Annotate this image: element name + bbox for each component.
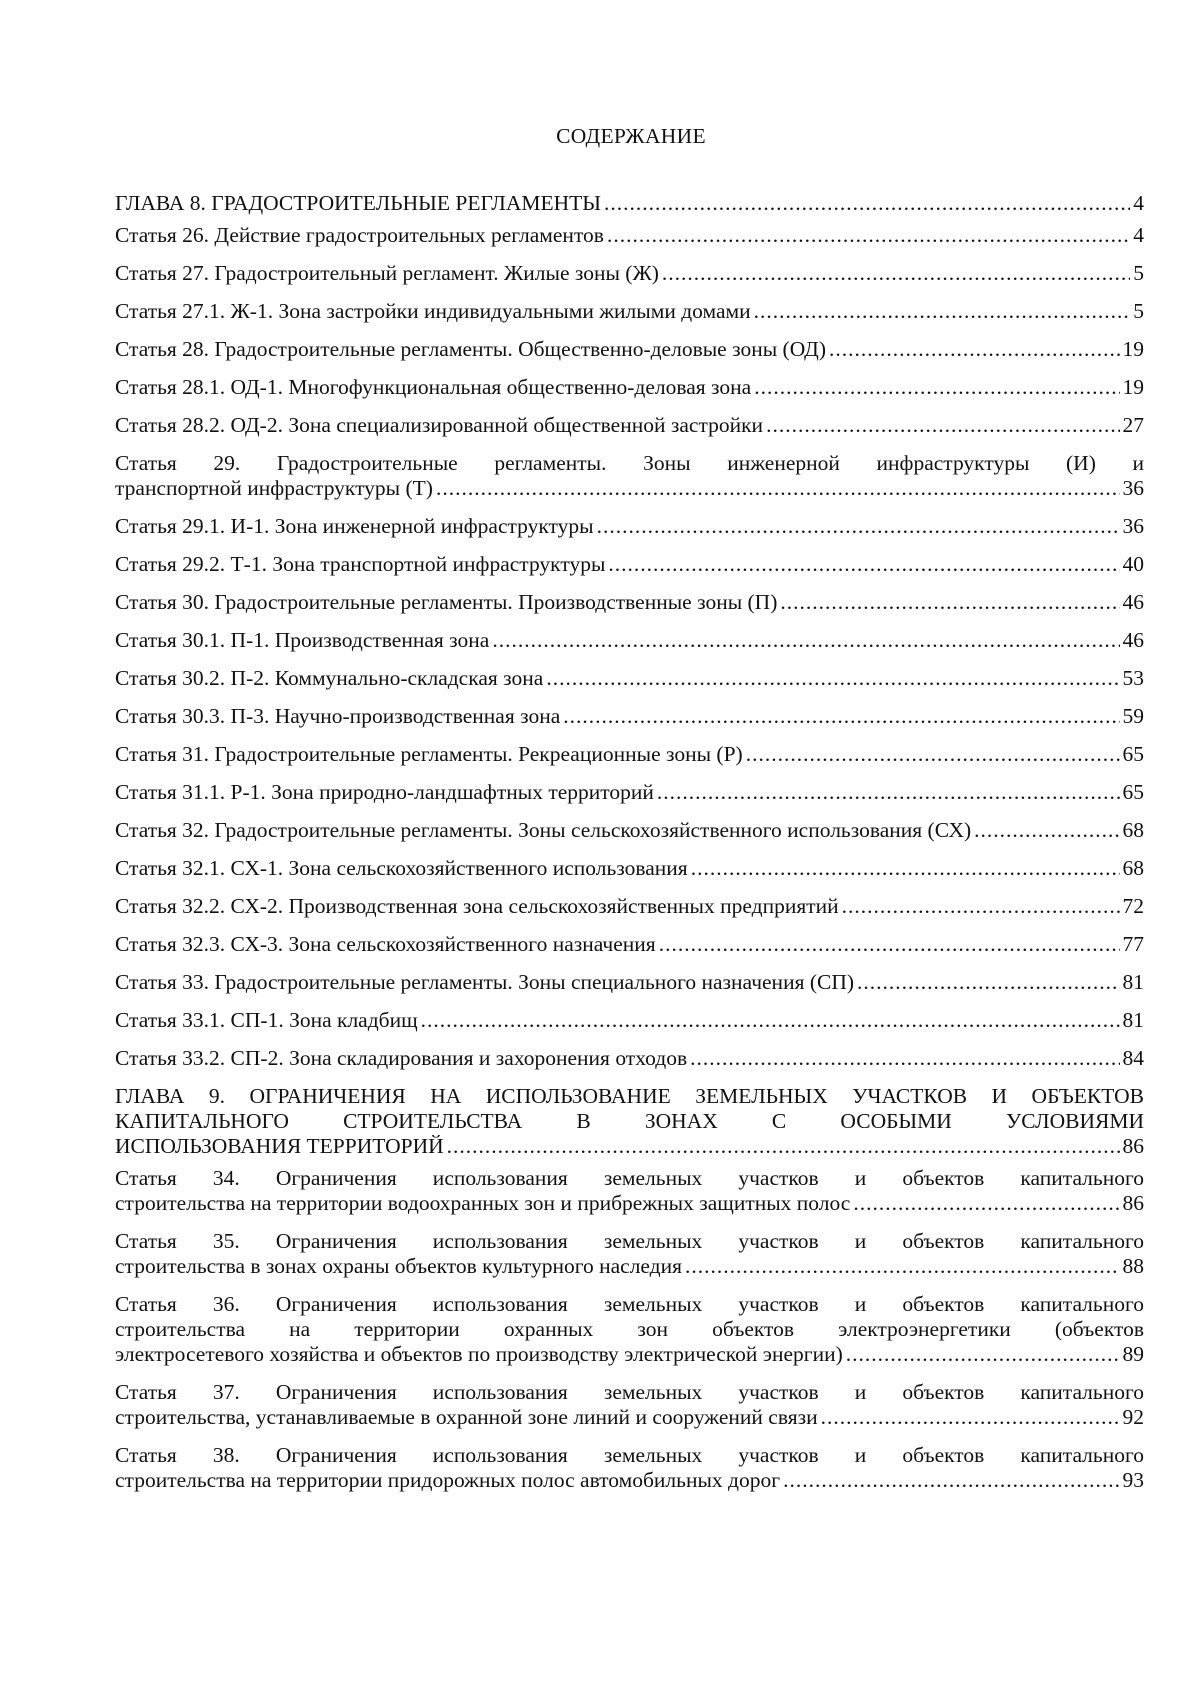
toc-entry-last-line (115, 1008, 1144, 1033)
toc-page-number: 65 (1122, 780, 1144, 804)
toc-entry-last-line (115, 299, 1144, 324)
toc-page-number: 89 (1122, 1342, 1144, 1366)
toc-entry-text: Статья 31.1. Р-1. Зона природно-ландшафтных территорий (115, 780, 654, 804)
dot-leader (783, 1468, 1119, 1493)
toc-entry-text-line: Статья 36. Ограничения использования земельных участков и объектов капитального (115, 1292, 1144, 1316)
toc-entry-text: Статья 32.3. СХ-3. Зона сельскохозяйственного назначения (115, 932, 656, 956)
toc-page-number: 81 (1122, 1008, 1144, 1032)
toc-entry-last-line (115, 970, 1144, 995)
toc-entry[interactable] (115, 970, 1144, 995)
dot-leader (846, 1342, 1120, 1367)
toc-page-number: 36 (1122, 514, 1144, 538)
toc-entry[interactable] (115, 1380, 1144, 1430)
toc-entry-text: ГЛАВА 8. ГРАДОСТРОИТЕЛЬНЫЕ РЕГЛАМЕНТЫ (115, 191, 602, 215)
toc-entry[interactable] (115, 223, 1144, 248)
toc-entry[interactable] (115, 337, 1144, 362)
toc-entry-text: Статья 30. Градостроительные регламенты. Производственные зоны (П) (115, 590, 778, 614)
dot-leader (436, 476, 1120, 501)
dot-leader (853, 1191, 1119, 1216)
toc-entry-last-line (115, 514, 1144, 539)
toc-entry-last-line (115, 856, 1144, 881)
dot-leader (597, 514, 1120, 539)
dot-leader (766, 413, 1119, 438)
toc-entry-text: Статья 32.2. СХ-2. Производственная зона сельскохозяйственных предприятий (115, 894, 839, 918)
toc-chapter-entry[interactable] (115, 191, 1144, 216)
toc-entry-last-line (115, 894, 1144, 919)
toc-entry-last-line (115, 337, 1144, 362)
dot-leader (607, 223, 1130, 248)
toc-entry-last-line (115, 191, 1144, 216)
toc-entry[interactable] (115, 932, 1144, 957)
dot-leader (492, 628, 1119, 653)
dot-leader (546, 666, 1119, 691)
toc-entry-text-line: Статья 37. Ограничения использования земельных участков и объектов капитального (115, 1380, 1144, 1404)
toc-entry-last-line (115, 413, 1144, 438)
toc-entry-last-line (115, 818, 1144, 843)
toc-entry[interactable] (115, 552, 1144, 577)
toc-entry-text-line: строительства на территории охранных зон объектов электроэнергетики (объектов (115, 1317, 1144, 1341)
toc-entry-text: транспортной инфраструктуры (Т) (115, 476, 433, 500)
dot-leader (821, 1405, 1120, 1430)
toc-entry-text: Статья 28.1. ОД-1. Многофункциональная общественно-деловая зона (115, 375, 752, 399)
toc-entry-text: Статья 29.1. И-1. Зона инженерной инфраструктуры (115, 514, 594, 538)
toc-entry[interactable] (115, 628, 1144, 653)
dot-leader (685, 1254, 1119, 1279)
toc-entry-text: Статья 29.2. Т-1. Зона транспортной инфраструктуры (115, 552, 606, 576)
toc-entry-last-line (115, 261, 1144, 286)
toc-page-number: 19 (1122, 337, 1144, 361)
toc-entry-text-line: ГЛАВА 9. ОГРАНИЧЕНИЯ НА ИСПОЛЬЗОВАНИЕ ЗЕМЕЛЬНЫХ УЧАСТКОВ И ОБЪЕКТОВ (115, 1084, 1144, 1108)
toc-page-number: 53 (1122, 666, 1144, 690)
toc-entry[interactable] (115, 375, 1144, 400)
toc-page-number: 46 (1122, 628, 1144, 652)
toc-entry-text-line: Статья 35. Ограничения использования земельных участков и объектов капитального (115, 1229, 1144, 1253)
toc-entry-text: Статья 27.1. Ж-1. Зона застройки индивидуальными жилыми домами (115, 299, 751, 323)
dot-leader (447, 1134, 1120, 1159)
toc-page-number: 84 (1122, 1046, 1144, 1070)
toc-entry-last-line (115, 1134, 1144, 1159)
dot-leader (842, 894, 1120, 919)
toc-entry-text: Статья 33. Градостроительные регламенты. Зоны специального назначения (СП) (115, 970, 855, 994)
toc-entry-text: строительства в зонах охраны объектов культурного наследия (115, 1254, 683, 1278)
toc-page-number: 40 (1122, 552, 1144, 576)
toc-entry-text: Статья 30.2. П-2. Коммунально-складская зона (115, 666, 544, 690)
toc-entry-text: Статья 27. Градостроительный регламент. Жилые зоны (Ж) (115, 261, 659, 285)
toc-entry-text-line: Статья 38. Ограничения использования земельных участков и объектов капитального (115, 1443, 1144, 1467)
dot-leader (754, 375, 1119, 400)
toc-entry-text: строительства на территории водоохранных зон и прибрежных защитных полос (115, 1191, 851, 1215)
toc-entry[interactable] (115, 590, 1144, 615)
table-of-contents (115, 191, 1144, 1506)
toc-entry[interactable] (115, 299, 1144, 324)
toc-entry-last-line (115, 552, 1144, 577)
toc-entry[interactable] (115, 1443, 1144, 1493)
toc-entry[interactable] (115, 1008, 1144, 1033)
dot-leader (563, 704, 1119, 729)
toc-entry-last-line (115, 780, 1144, 805)
toc-entry-last-line (115, 223, 1144, 248)
dot-leader (746, 742, 1120, 767)
toc-entry-last-line (115, 1468, 1144, 1493)
toc-entry[interactable] (115, 514, 1144, 539)
page-title: СОДЕРЖАНИЕ (556, 124, 706, 148)
toc-entry-last-line (115, 932, 1144, 957)
toc-page-number: 27 (1122, 413, 1144, 437)
toc-entry-text: Статья 26. Действие градостроительных регламентов (115, 223, 604, 247)
toc-page-number: 5 (1133, 261, 1144, 285)
toc-entry-text: Статья 33.2. СП-2. Зона складирования и захоронения отходов (115, 1046, 688, 1070)
toc-page-number: 19 (1122, 375, 1144, 399)
toc-entry[interactable] (115, 856, 1144, 881)
dot-leader (829, 337, 1120, 362)
toc-entry-text: Статья 28. Градостроительные регламенты. Общественно-деловые зоны (ОД) (115, 337, 826, 361)
toc-entry-last-line (115, 704, 1144, 729)
toc-page-number: 59 (1122, 704, 1144, 728)
toc-page-number: 65 (1122, 742, 1144, 766)
dot-leader (857, 970, 1119, 995)
toc-entry-text: Статья 28.2. ОД-2. Зона специализированной общественной застройки (115, 413, 764, 437)
dot-leader (690, 1046, 1119, 1071)
dot-leader (780, 590, 1119, 615)
toc-entry-last-line (115, 742, 1144, 767)
toc-page-number: 88 (1122, 1254, 1144, 1278)
toc-page-number: 5 (1133, 299, 1144, 323)
toc-entry[interactable] (115, 1292, 1144, 1367)
toc-entry[interactable] (115, 704, 1144, 729)
toc-entry-last-line (115, 375, 1144, 400)
toc-entry-text: Статья 33.1. СП-1. Зона кладбищ (115, 1008, 418, 1032)
toc-entry-text: Статья 30.3. П-3. Научно-производственная зона (115, 704, 561, 728)
toc-entry-last-line (115, 1405, 1144, 1430)
toc-entry[interactable] (115, 742, 1144, 767)
dot-leader (604, 191, 1130, 216)
toc-page-number: 72 (1122, 894, 1144, 918)
toc-entry-text: Статья 32.1. СХ-1. Зона сельскохозяйственного использования (115, 856, 688, 880)
toc-entry-last-line (115, 1342, 1144, 1367)
toc-page-number: 92 (1122, 1405, 1144, 1429)
toc-entry-text-line: КАПИТАЛЬНОГО СТРОИТЕЛЬСТВА В ЗОНАХ С ОСОБЫМИ УСЛОВИЯМИ (115, 1109, 1144, 1133)
toc-page-number: 46 (1122, 590, 1144, 614)
toc-entry-text: строительства, устанавливаемые в охранной зоне линий и сооружений связи (115, 1405, 818, 1429)
dot-leader (974, 818, 1119, 843)
toc-page-number: 86 (1122, 1134, 1144, 1158)
toc-entry-last-line (115, 628, 1144, 653)
dot-leader (662, 261, 1130, 286)
toc-entry-text: Статья 31. Градостроительные регламенты. Рекреационные зоны (Р) (115, 742, 743, 766)
toc-entry-last-line (115, 1191, 1144, 1216)
toc-entry-last-line (115, 590, 1144, 615)
toc-entry-text-line: Статья 29. Градостроительные регламенты. Зоны инженерной инфраструктуры (И) и (115, 451, 1144, 475)
toc-entry-text: Статья 32. Градостроительные регламенты. Зоны сельскохозяйственного использования (СХ) (115, 818, 972, 842)
toc-entry-last-line (115, 666, 1144, 691)
toc-entry-last-line (115, 1046, 1144, 1071)
dot-leader (657, 780, 1120, 805)
toc-entry[interactable] (115, 1046, 1144, 1071)
toc-page-number: 4 (1133, 223, 1144, 247)
toc-entry-text-line: Статья 34. Ограничения использования земельных участков и объектов капитального (115, 1166, 1144, 1190)
dot-leader (754, 299, 1131, 324)
dot-leader (421, 1008, 1120, 1033)
toc-entry-last-line (115, 1254, 1144, 1279)
toc-page-number: 77 (1122, 932, 1144, 956)
toc-entry-text: строительства на территории придорожных полос автомобильных дорог (115, 1468, 781, 1492)
dot-leader (659, 932, 1120, 957)
dot-leader (608, 552, 1119, 577)
toc-entry[interactable] (115, 1166, 1144, 1216)
toc-entry[interactable] (115, 780, 1144, 805)
toc-page-number: 4 (1133, 191, 1144, 215)
toc-entry-last-line (115, 476, 1144, 501)
toc-entry[interactable] (115, 666, 1144, 691)
toc-chapter-entry[interactable] (115, 1084, 1144, 1159)
toc-entry[interactable] (115, 261, 1144, 286)
toc-page-number: 93 (1122, 1468, 1144, 1492)
dot-leader (691, 856, 1120, 881)
toc-page-number: 81 (1122, 970, 1144, 994)
toc-entry[interactable] (115, 1229, 1144, 1279)
toc-page-number: 36 (1122, 476, 1144, 500)
toc-entry-text: ИСПОЛЬЗОВАНИЯ ТЕРРИТОРИЙ (115, 1134, 444, 1158)
toc-page-number: 86 (1122, 1191, 1144, 1215)
toc-page-number: 68 (1122, 856, 1144, 880)
toc-entry-text: Статья 30.1. П-1. Производственная зона (115, 628, 490, 652)
toc-entry[interactable] (115, 413, 1144, 438)
toc-entry-text: электросетевого хозяйства и объектов по производству электрической энергии) (115, 1342, 843, 1366)
toc-entry[interactable] (115, 451, 1144, 501)
toc-page-number: 68 (1122, 818, 1144, 842)
toc-entry[interactable] (115, 894, 1144, 919)
toc-entry[interactable] (115, 818, 1144, 843)
